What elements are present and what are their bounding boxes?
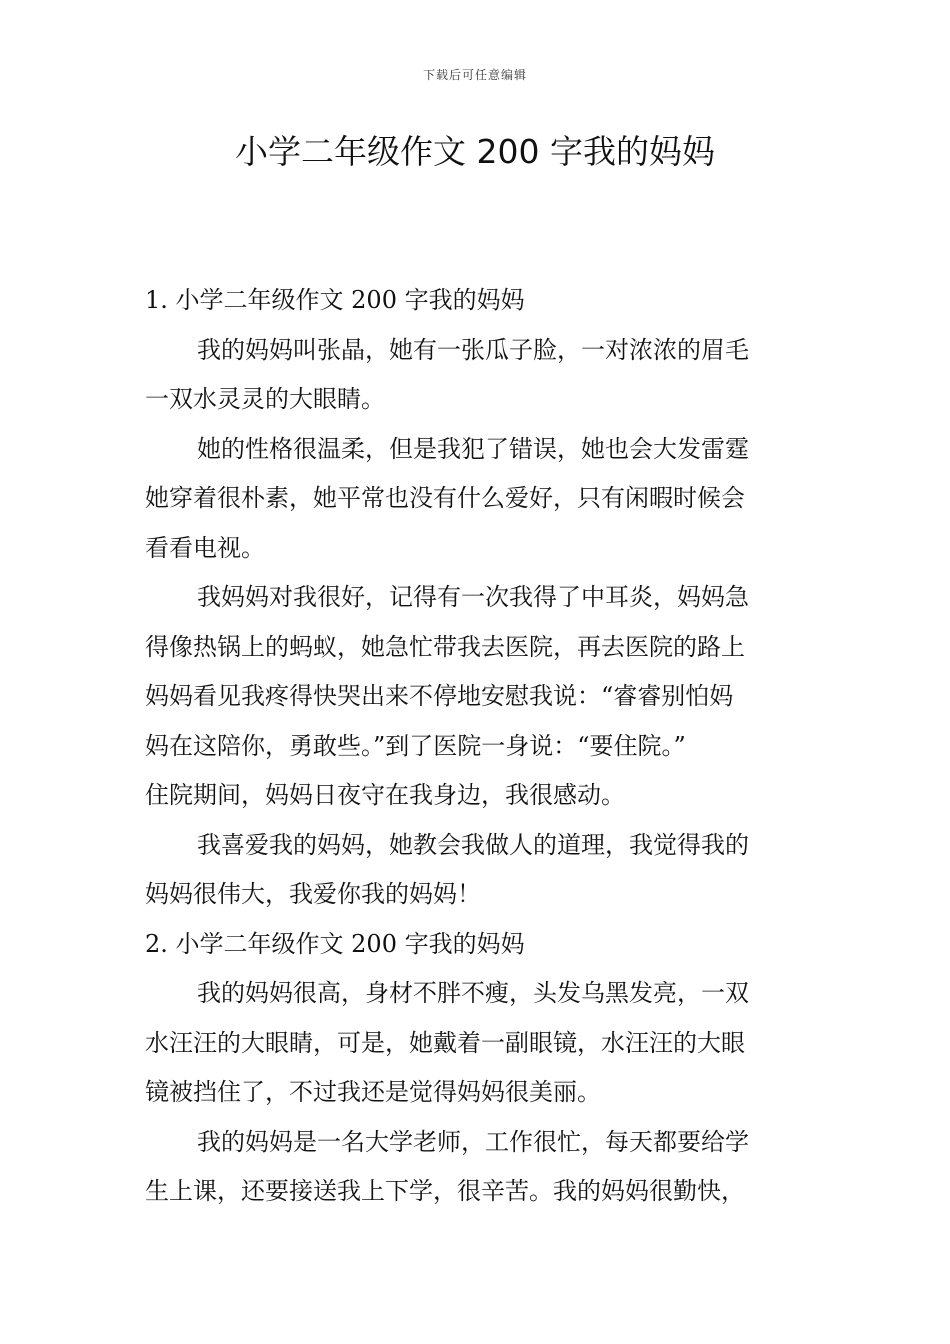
- paragraph: [145, 425, 805, 574]
- text-line: 水汪汪的大眼睛，可是，她戴着一副眼镜，水汪汪的大眼: [145, 1028, 745, 1057]
- text-line: 妈妈很伟大，我爱你我的妈妈！: [145, 880, 481, 908]
- text-line: 她的性格很温柔，但是我犯了错误，她也会大发雷霆: [197, 434, 749, 463]
- text-line: 我的妈妈是一名大学老师，工作很忙，每天都要给学: [197, 1127, 749, 1156]
- text-line: 她穿着很朴素，她平常也没有什么爱好，只有闲暇时候会: [145, 484, 745, 512]
- section-heading-2: 2. 小学二年级作文 200 字我的妈妈: [145, 929, 525, 958]
- text-line: 我喜爱我的妈妈，她教会我做人的道理，我觉得我的: [197, 830, 749, 859]
- paragraph: [145, 969, 805, 1118]
- header-note: 下载后可任意编辑: [422, 68, 527, 82]
- paragraph: [145, 573, 805, 821]
- text-line: 一双水灵灵的大眼睛。: [145, 385, 385, 413]
- text-line: 得像热锅上的蚂蚁，她急忙带我去医院，再去医院的路上: [145, 632, 745, 661]
- text-line: 妈在这陪你，勇敢些。”到了医院一身说：“要住院。”: [145, 731, 686, 760]
- page-title: 小学二年级作文 200 字我的妈妈: [235, 132, 715, 171]
- text-line: 镜被挡住了，不过我还是觉得妈妈很美丽。: [145, 1078, 601, 1106]
- paragraph: [145, 1118, 805, 1217]
- text-line: 我的妈妈叫张晶，她有一张瓜子脸，一对浓浓的眉毛: [197, 335, 749, 364]
- section-heading-1: 1. 小学二年级作文 200 字我的妈妈: [145, 286, 525, 314]
- paragraph: [145, 821, 805, 920]
- paragraph: [145, 326, 805, 425]
- text-line: 看看电视。: [145, 533, 265, 562]
- document-body: [145, 276, 805, 1217]
- text-line: 妈妈看见我疼得快哭出来不停地安慰我说：“睿睿别怕妈: [145, 682, 734, 710]
- text-line: 我妈妈对我很好，记得有一次我得了中耳炎，妈妈急: [197, 583, 749, 611]
- text-line: 住院期间，妈妈日夜守在我身边，我很感动。: [145, 781, 625, 809]
- text-line: 生上课，还要接送我上下学，很辛苦。我的妈妈很勤快，: [145, 1177, 745, 1205]
- text-line: 我的妈妈很高，身材不胖不瘦，头发乌黑发亮，一双: [197, 979, 749, 1007]
